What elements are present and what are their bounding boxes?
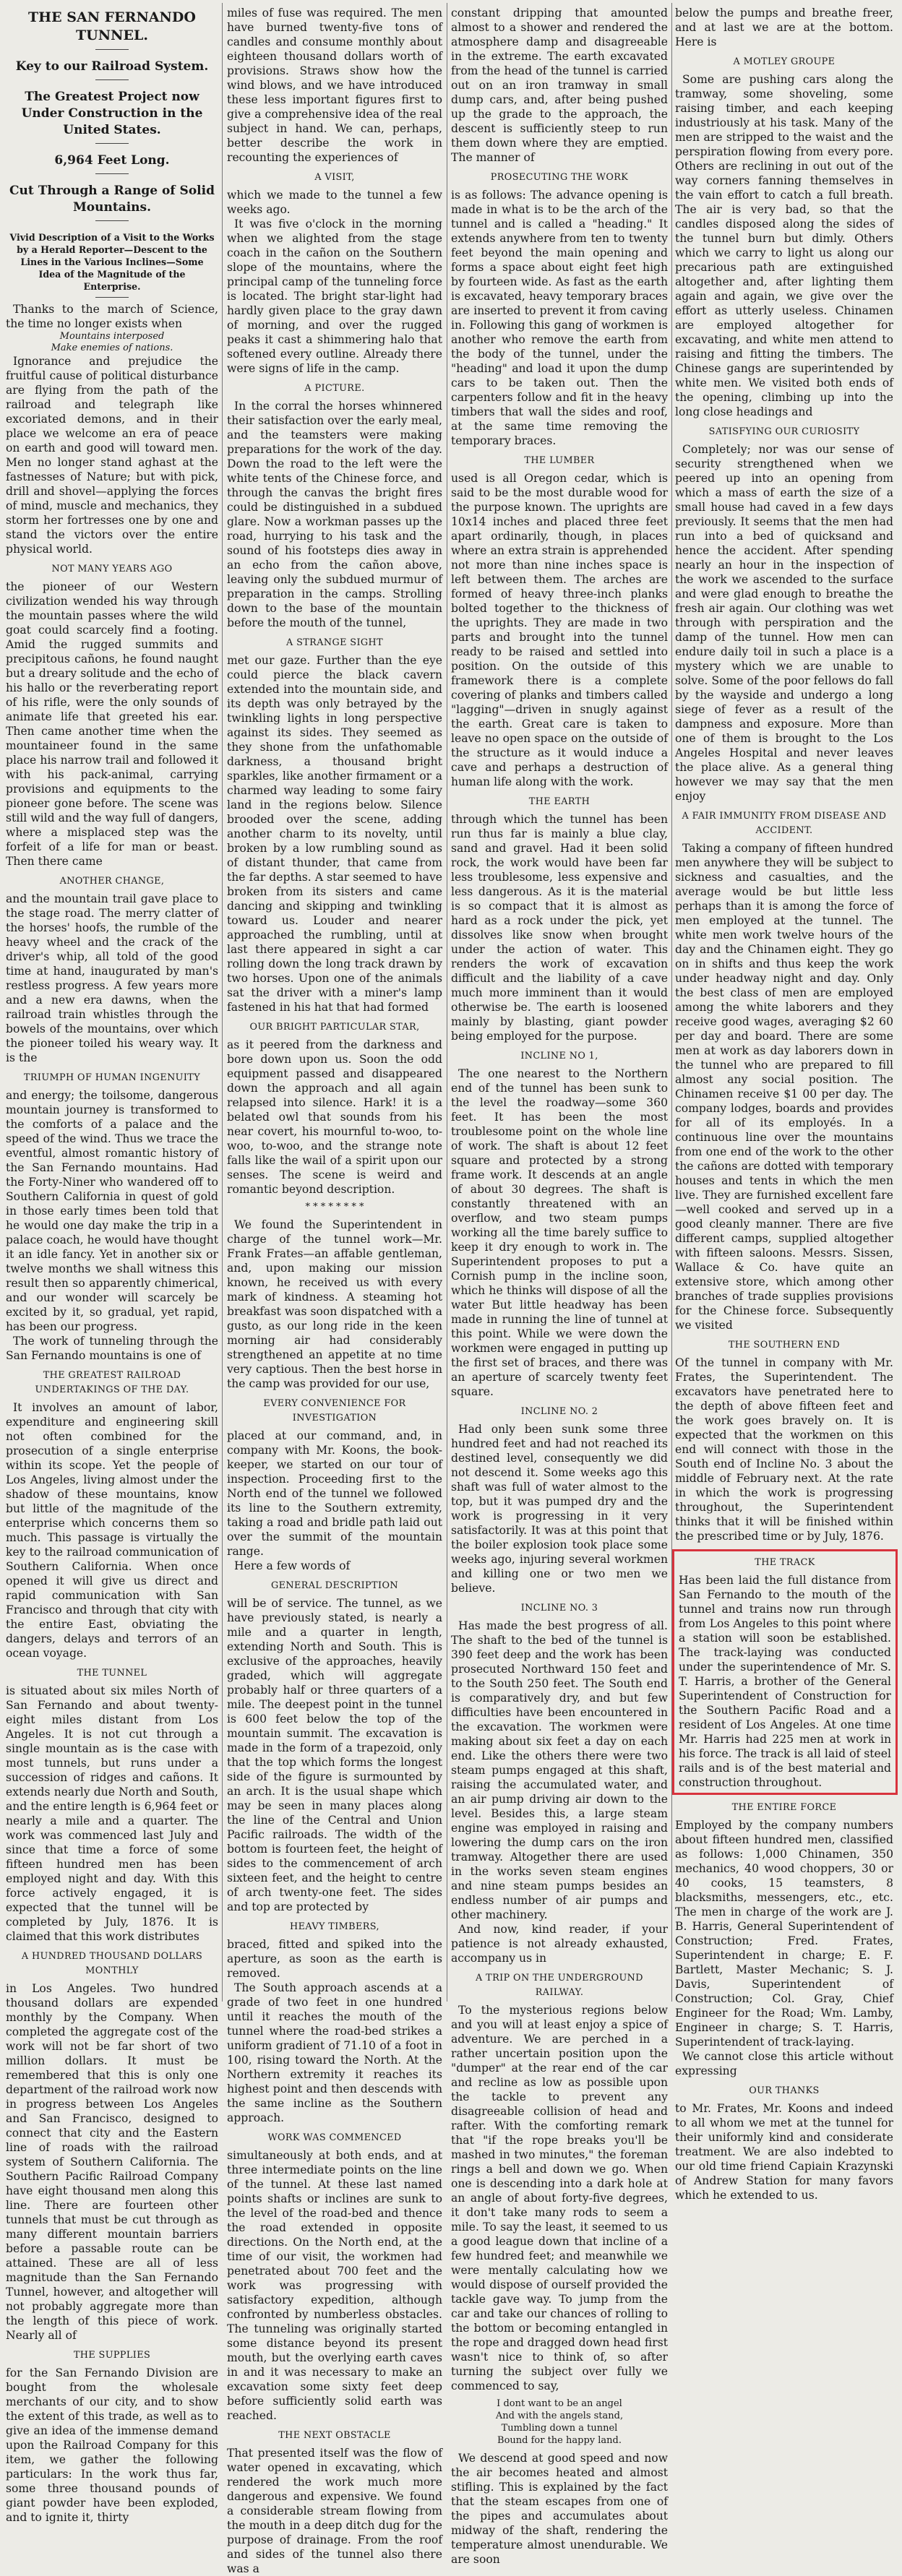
asterism: * * * * * * * * bbox=[305, 1202, 364, 1212]
subheading: THE GREATEST RAILROAD UNDERTAKINGS OF THE DAY. bbox=[35, 1370, 189, 1395]
column-4 bbox=[675, 6, 893, 2202]
subheading: A MOTLEY GROUPE bbox=[733, 56, 836, 67]
paragraph: for the San Fernando Division are bought from the wholesale merchants of our city, and to show the extent of this trade, as well as to give an idea of the immense demand upon the Railroad Company for this item, we gather the following particulars: In the work thus far, some three thousand pounds of giant powder have been exploded, and to ignite it, thirty bbox=[6, 2366, 218, 2524]
paragraph: in Los Angeles. Two hundred thousand dollars are expended monthly by the Company. When completed the aggregate cost of the work will not be far short of two million dollars. It must be remembered that this is only one department of the railroad work now in progress between Los Angeles and San Francisco, designed to connect that city and the Eastern line of roads with the railroad system of Southern California. The Southern Pacific Railroad Company have eight thousand men along this line. There are fourteen other tunnels that must be cut through as many different mountain barriers before a passable route can be attained. These are all of less magnitude than the San Fernando Tunnel, however, and altogether will not probably aggregate more than the length of this piece of work. Nearly all of bbox=[6, 1982, 218, 2342]
subheading: ANOTHER CHANGE, bbox=[59, 876, 165, 887]
subheading: EVERY CONVENIENCE FOR INVESTIGATION bbox=[263, 1398, 406, 1423]
subheading: THE TUNNEL bbox=[77, 1668, 147, 1679]
subheading: THE SOUTHERN END bbox=[728, 1340, 841, 1351]
highlighted-track-section bbox=[672, 1549, 898, 1795]
paragraph: used is all Oregon cedar, which is said to be the most durable wood for the purpose known. The uprights are 10x14 inches and placed three feet apart ordinarily, though, in places where an extra strain is apprehended not more than nine inches space is left between them. The arches are formed of heavy three-inch planks bolted together to the thickness of the uprights. They are made in two parts and brought into the tunnel ready to be raised and settled into position. On the outside of this framework there is a complete covering of planks and timbers called "lagging"—driven in snugly against the earth. Great care is taken to leave no open space on the outside of the structure as it would induce a cave and perhaps a destruction of human life along with the work. bbox=[451, 472, 668, 788]
divider bbox=[95, 79, 129, 80]
paragraph: The South approach ascends at a grade of two feet in one hundred until it reaches the mouth of the tunnel where the road-bed strikes a uniform gradient of 71.10 of a foot in 100, rising toward the North. At the Northern extremity it reaches its highest point and then descends with the same incline as the Southern approach. bbox=[227, 1981, 442, 2124]
paragraph: Employed by the company numbers about fifteen hundred men, classified as follows: 1,000 Chinamen, 350 mechanics, 40 wood choppers, 30 or 40 cooks, 15 teamsters, 8 blacksmiths, messengers, etc., etc. The men in charge of the work are J. B. Harris, General Superintendent of Construction; Fred. Frates, Superintendent in charge; E. F. Bartlett, Master Mechanic; S. J. Davis, Superintendent of Construction; Col. Gray, Chief Engineer for the Road; Wm. Lamby, Engineer in charge; S. T. Harris, Superintendent of track-laying. bbox=[675, 1819, 893, 2049]
paragraph: It involves an amount of labor, expenditure and engineering skill not often combined for the prosecution of a single enterprise within its scope. Yet the people of Los Angeles, living almost under the shadow of these mountains, know but little of the magnitude of the enterprise which concerns them so much. This passage is virtually the key to the railroad communication of Southern California. When once opened it will give us direct and rapid communication with San Francisco and through that city with the entire East, obviating the dangers, delays and terrors of an ocean voyage. bbox=[6, 1401, 218, 1660]
subheading: A PICTURE. bbox=[304, 383, 365, 394]
subheading: PROSECUTING THE WORK bbox=[490, 172, 629, 183]
paragraph: It was five o'clock in the morning when we alighted from the stage coach in the cañon on the Southern slope of the mountains, where the principal camp of the tunneling force is located. The bright star-light had hardly given place to the gray dawn of morning, and over the rugged peaks it cast a shimmering halo that softened every outline. Already there were signs of life in the camp. bbox=[227, 217, 442, 375]
paragraph: To the mysterious regions below and you will at least enjoy a spice of adventure. We are perched in a rather uncertain position upon the "dumper" at the rear end of the car and recline as low as possible upon the tackle to prevent any disagreeable collision of head and rafter. With the comforting remark that "if the rope breaks you'll be mashed in two minutes," the foreman rings a bell and down we go. When one is descending into a dark hole at an angle of about forty-five degrees, it don't take many rods to seem a mile. To say the least, it seemed to us a good league down that incline of a few hundred feet; and meanwhile we were mentally calculating how we would dispose of ourself provided the tackle gave way. To jump from the car and take our chances of rolling to the bottom or becoming entangled in the rope and dragged down head first wasn't nice to think of, so after turning the subject over fully we commenced to say, bbox=[451, 2004, 668, 2392]
paragraph: will be of service. The tunnel, as we have previously stated, is nearly a mile and a quarter in length, extending North and South. This is exclusive of the approaches, heavily graded, which will aggregate probably half or three quarters of a mile. The deepest point in the tunnel is 600 feet below the top of the mountain summit. The excavation is made in the form of a trapezoid, only that the top which forms the longest side of the figure is surmounted by an arch. It is the usual shape which may be seen in many places along the line of the Central and Union Pacific railroads. The width of the bottom is fourteen feet, the height of sides to the commencement of arch sixteen feet, and the height to centre of arch twenty-one feet. The sides and top are protected by bbox=[227, 1597, 442, 1913]
paragraph: The work of tunneling through the San Fernando mountains is one of bbox=[6, 1335, 218, 1362]
subheading: A HUNDRED THOUSAND DOLLARS MONTHLY bbox=[21, 1951, 203, 1976]
paragraph: as it peered from the darkness and bore down upon us. Soon the odd equipment passed and disappeared down the approach and all again relapsed into silence. Hark! it is a belated owl that sounds from his near covert, his mournful to-woo, to-woo, to-woo, and the strange note falls like the wail of a spirit upon our senses. The scene is weird and romantic beyond description. bbox=[227, 1038, 442, 1196]
paragraph: through which the tunnel has been run thus far is mainly a blue clay, sand and gravel. Had it been solid rock, the work would have been far less troublesome, less expensive and less dangerous. As it is the material is so compact that it is almost as hard as a rock under the pick, yet dissolves like snow when brought under the action of water. This renders the work of excavation difficult and the liability of a cave much more imminent than it would otherwise be. The earth is loosened mainly by blasting, giant powder being employed for the purpose. bbox=[451, 813, 668, 1043]
paragraph: That presented itself was the flow of water opened in excavating, which rendered the work much more dangerous and expensive. We found a considerable stream flowing from the mouth in a deep ditch dug for the purpose of drainage. From the roof and sides of the tunnel also there was a bbox=[227, 2447, 442, 2575]
divider bbox=[95, 143, 129, 144]
article-deck: Key to our Railroad System. bbox=[15, 59, 209, 74]
article-deck: 6,964 Feet Long. bbox=[54, 153, 170, 168]
verse: I dont want to be an angel And with the angels stand, Tumbling down a tunnel Bound for the happy land. bbox=[495, 2398, 624, 2446]
article-headline: THE SAN FERNANDO TUNNEL. bbox=[28, 9, 196, 43]
divider bbox=[95, 49, 129, 50]
paragraph: Some are pushing cars along the tramway, some shoveling, some raising timber, and each keeping industriously at his task. Many of the men are stripped to the waist and the perspiration flowing from every pore. Others are reclining in out out of the way corners fanning themselves in the vain effort to catch a full breath. The air is very bad, so that the candles disposed along the sides of the tunnel burn but dimly. Others which we carry to light us along our precarious path are extinguished altogether and, after lighting them again and again, we give over the effort as utterly useless. Chinamen are employed altogether for excavating, and white men attend to raising and fitting the timbers. The Chinese gangs are superintended by white men. We visited both ends of the opening, climbing up into the long close headings and bbox=[675, 73, 893, 418]
paragraph: Has been laid the full distance from San Fernando to the mouth of the tunnel and trains now run through from Los Angeles to this point where a station will soon be established. The track-laying was conducted under the superintendence of Mr. S. T. Harris, a brother of the General Superintendent of Construction for the Southern Pacific Road and a resident of Los Angeles. At one time Mr. Harris had 225 men at work in his force. The track is all laid of steel rails and is of the best material and construction throughout. bbox=[679, 1574, 891, 1789]
paragraph: placed at our command, and, in company with Mr. Koons, the book-keeper, we started on our tour of inspection. Proceeding first to the North end of the tunnel we followed its line to the Southern extremity, taking a road and bridle path laid out over the summit of the mountain range. bbox=[227, 1429, 442, 1558]
paragraph: simultaneously at both ends, and at three intermediate points on the line of the tunnel. At these last named points shafts or inclines are sunk to the level of the road-bed and thence the road extended in opposite directions. On the North end, at the time of our visit, the workmen had penetrated about 700 feet and the work was progressing with satisfactory expedition, although confronted by numberless obstacles. The tunneling was originally started some distance beyond its present mouth, but the overlying earth caves in and it was necessary to make an excavation some sixty feet deep before sufficiently solid earth was reached. bbox=[227, 2149, 442, 2422]
paragraph: the pioneer of our Western civilization wended his way through the mountain passes where the wild goat could scarcely find a footing. Amid the rugged summits and precipitous cañons, he found naught but a dreary solitude and the echo of his hallo or the reverberating report of his rifle, were the only sounds of animate life that greeted his ear. Then came another time when the mountaineer found in the same place his narrow trail and followed it with his pack-animal, carrying provisions and equipments to the pioneer gone before. The scene was still wild and the way full of dangers, where a misplaced step was the forfeit of a life for man or beast. Then there came bbox=[6, 580, 218, 868]
article-deck-summary: Vivid Description of a Visit to the Works by a Herald Reporter—Descent to the Lines in the Various Inclines—Some Idea of the Magnitude of the Enterprise. bbox=[9, 232, 215, 292]
divider bbox=[95, 297, 129, 298]
paragraph: and energy; the toilsome, dangerous mountain journey is transformed to the comforts of a palace and the speed of the wind. Thus we trace the eventful, almost romantic history of the San Fernando mountains. Had the Forty-Niner who wandered off to Southern California in quest of gold in those early times been told that he would one day make the trip in a palace coach, he would have thought it an idle fancy. Yet in another six or twelve months we shall witness this result then so apparently chimerical, and our wonder will scarcely be excited by it, so gradual, yet rapid, has been our progress. bbox=[6, 1089, 218, 1333]
subheading: OUR THANKS bbox=[749, 2085, 820, 2096]
paragraph: Taking a company of fifteen hundred men anywhere they will be subject to sickness and casualties, and the average would be but little less perhaps than it is among the force of men employed at the tunnel. The white men work twelve hours of the day and the Chinamen eight. They go on in shifts and thus keep the work under headway night and day. Only the best class of men are employed among the white laborers and they receive good wages, averaging $2 60 per day and board. There are some men at work as day laborers down in the tunnel who are prepared to fill almost any social position. The Chinamen receive $1 00 per day. The company lodges, boards and provides for all of its employés. In a continuous line over the mountains from one end of the work to the other the cañons are dotted with temporary houses and tents in which the men live. They are furnished excellent fare—well cooked and served up in a good cleanly manner. There are five different camps, supplied altogether with fifteen saloons. Messrs. Sissen, Wallace & Co. have quite an extensive store, which among other branches of trade supplies provisions for the Chinese force. Subsequently we visited bbox=[675, 842, 893, 1332]
subheading: THE NEXT OBSTACLE bbox=[278, 2430, 391, 2441]
paragraph: braced, fitted and spiked into the aperture, as soon as the earth is removed. bbox=[227, 1938, 442, 1980]
subheading: HEAVY TIMBERS, bbox=[290, 1921, 379, 1932]
subheading: A TRIP ON THE UNDERGROUND RAILWAY. bbox=[476, 1973, 643, 1998]
divider bbox=[95, 220, 129, 221]
column-3 bbox=[451, 6, 668, 2566]
paragraph: constant dripping that amounted almost to a shower and rendered the atmosphere damp and disagreeable in the extreme. The earth excavated from the head of the tunnel is carried out on an iron tramway in small dump cars, and, after being pushed up the grade to the approach, the descent is sufficiently steep to run them down where they are emptied. The manner of bbox=[451, 7, 668, 164]
divider bbox=[95, 173, 129, 174]
paragraph: Ignorance and prejudice the fruitful cause of political disturbance are flying from the path of the railroad and telegraph like excoriated demons, and in their place we welcome an era of peace on earth and good will toward men. Men no longer stand aghast at the fastnesses of Nature; but with pick, drill and shovel—applying the forces of mind, muscle and mechanics, they storm her fortresses one by one and stand the victors over the entire physical world. bbox=[6, 355, 218, 556]
paragraph: miles of fuse was required. The men have burned twenty-five tons of candles and consume monthly about eighteen thousand dollars worth of provisions. Straws show how the wind blows, and we have introduced these less important figures first to give a comprehensive idea of the real subject in hand. We can, perhaps, better describe the work in recounting the experiences of bbox=[227, 7, 442, 164]
subheading: THE SUPPLIES bbox=[73, 2350, 151, 2361]
subheading: THE TRACK bbox=[755, 1557, 815, 1568]
paragraph: Of the tunnel in company with Mr. Frates, the Superintendent. The excavators have penetrated here to the depth of above fifteen feet and the work goes bravely on. It is expected that the workmen on this end will connect with those in the South end of Incline No. 3 about the middle of February next. At the rate in which the work is progressing throughout, the Superintendent thinks that it will be finished within the prescribed time or by July, 1876. bbox=[675, 1356, 893, 1543]
paragraph: And now, kind reader, if your patience is not already exhausted, accompany us in bbox=[451, 1923, 668, 1965]
subheading: INCLINE NO. 2 bbox=[520, 1406, 598, 1417]
paragraph: is as follows: The advance opening is made in what is to be the arch of the tunnel and is called a "heading." It extends anywhere from ten to twenty feet beyond the main opening and forms a space about eight feet high by fourteen wide. As fast as the earth is excavated, heavy temporary braces are inserted to prevent it from caving in. Following this gang of workmen is another who remove the earth from the body of the tunnel, under the "heading" and load it upon the dump cars to be taken out. Then the carpenters follow and fit in the heavy timbers that wall the sides and roof, at the same time removing the temporary braces. bbox=[451, 189, 668, 447]
subheading: WORK WAS COMMENCED bbox=[267, 2132, 402, 2143]
paragraph: Here a few words of bbox=[234, 1559, 351, 1572]
subheading: A VISIT, bbox=[314, 172, 355, 183]
quotation: Mountains interposed Make enemies of nations. bbox=[51, 331, 173, 353]
paragraph: which we made to the tunnel a few weeks ago. bbox=[227, 189, 442, 216]
column-1 bbox=[6, 6, 218, 2524]
subheading: THE ENTIRE FORCE bbox=[731, 1802, 837, 1813]
paragraph: below the pumps and breathe freer, and at last we are at the bottom. Here is bbox=[675, 7, 893, 48]
subheading: TRIUMPH OF HUMAN INGENUITY bbox=[23, 1072, 201, 1083]
paragraph: We found the Superintendent in charge of the tunnel work—Mr. Frank Frates—an affable gentleman, and, upon making our mission known, he received us with every mark of kindness. A steaming hot breakfast was soon dispatched with a gusto, as our long ride in the keen morning air had considerably strengthened an appetite at no time very captious. Then the best horse in the camp was provided for our use, bbox=[227, 1218, 442, 1390]
paragraph: We descend at good speed and now the air becomes heated and almost stifling. This is explained by the fact that the steam escapes from one of the pipes and accumulates about midway of the shaft, rendering the temperature almost unendurable. We are soon bbox=[451, 2452, 668, 2566]
paragraph: Completely; nor was our sense of security strengthened when we peered up into an opening from which a mass of earth the size of a small house had caved in a few days previously. It seems that the men had run into a bed of quicksand and hence the accident. After spending nearly an hour in the inspection of the work we ascended to the surface and were glad enough to breathe the fresh air again. Our clothing was wet through with perspiration and the damp of the tunnel. How men can endure daily toil in such a place is a mystery which we are unable to solve. Some of the poor fellows do fall by the wayside and undergo a long siege of fever as a result of the dampness and exposure. More than one of them is brought to the Los Angeles Hospital and never leaves the place alive. As a general thing however we may say that the men enjoy bbox=[675, 443, 893, 803]
paragraph: is situated about six miles North of San Fernando and about twenty-eight miles distant from Los Angeles. It is not cut through a single mountain as is the case with most tunnels, but runs under a succession of ridges and cañons. It extends nearly due North and South, and the entire length is 6,964 feet or nearly a mile and a quarter. The work was commenced last July and since that time a force of some fifteen hundred men has been employed night and day. With this force actively engaged, it is expected that the tunnel will be completed by July, 1876. It is claimed that this work distributes bbox=[6, 1684, 218, 1943]
subheading: THE EARTH bbox=[528, 796, 590, 807]
paragraph: The one nearest to the Northern end of the tunnel has been sunk to the level the roadway—some 360 feet. It has been the most troublesome point on the whole line of work. The shaft is about 12 feet square and protected by a strong frame work. It descends at an angle of about 30 degrees. The shaft is constantly threatened with an overflow, and two steam pumps working all the time barely suffice to keep it dry enough to work in. The Superintendent proposes to put a Cornish pump in the incline soon, which he thinks will dispose of all the water But little headway has been made in running the line of tunnel at this point. While we were down the workmen were engaged in putting up the first set of braces, and there was an aperture of scarcely twenty feet square. bbox=[451, 1067, 668, 1398]
column-2 bbox=[227, 6, 442, 2575]
subheading: NOT MANY YEARS AGO bbox=[51, 564, 173, 574]
paragraph: Had only been sunk some three hundred feet and had not reached its destined level, consequently we did not descend it. Some weeks ago this shaft was full of water almost to the top, but it was pumped dry and the work is progressing in it very satisfactorily. It was at this point that the boiler explosion took place some weeks ago, injuring several workmen and killing one or two men we believe. bbox=[451, 1423, 668, 1595]
paragraph: Thanks to the march of Science, the time no longer exists when bbox=[6, 303, 218, 330]
paragraph: to Mr. Frates, Mr. Koons and indeed to all whom we met at the tunnel for their uniformly kind and considerate treatment. We are also indebted to our old time friend Capiain Krazynski of Andrew Station for many favors which he extended to us. bbox=[675, 2102, 893, 2202]
article-deck: Cut Through a Range of Solid Mountains. bbox=[9, 184, 215, 215]
article-deck: The Greatest Project now Under Construction in the United States. bbox=[21, 90, 203, 137]
paragraph: We cannot close this article without expressing bbox=[675, 2050, 893, 2077]
subheading: THE LUMBER bbox=[524, 455, 595, 466]
paragraph: In the corral the horses whinnered their satisfaction over the early meal, and the teamsters were making preparations for the work of the day. Down the road to the left were the white tents of the Chinese force, and through the canvas the bright fires could be distinguished in a subdued glare. Now a workman passes up the road, hurrying to his task and the sound of his footsteps dies away in an echo from the cañon above, leaving only the subdued murmur of preparation in the camps. Strolling down to the base of the mountain before the mouth of the tunnel, bbox=[227, 400, 442, 629]
subheading: INCLINE NO. 3 bbox=[520, 1603, 598, 1614]
subheading: SATISFYING OUR CURIOSITY bbox=[708, 426, 860, 437]
subheading: A STRANGE SIGHT bbox=[285, 637, 384, 648]
paragraph: and the mountain trail gave place to the stage road. The merry clatter of the horses' hoofs, the rumble of the heavy wheel and the crack of the driver's whip, all told of the good time at hand, inaugurated by man's restless progress. A few years more and a new era dawns, when the railroad train whistles through the bowels of the mountains, over which the pioneer toiled his weary way. It is the bbox=[6, 892, 218, 1064]
subheading: INCLINE NO 1, bbox=[520, 1051, 598, 1061]
paragraph: Has made the best progress of all. The shaft to the bed of the tunnel is 390 feet deep and the work has been prosecuted Northward 150 feet and to the South 250 feet. The South end is comparatively dry, and but few difficulties have been encountered in the excavation. The workmen were making about six feet a day on each end. Like the others there were two steam pumps engaged at this shaft, raising the accumulated water, and an air pump driving air down to the level. Besides this, a large steam engine was employed in raising and lowering the dump cars on the iron tramway. Altogether there are used in the works seven steam engines and nine steam pumps besides an endless number of air pumps and other machinery. bbox=[451, 1619, 668, 1921]
paragraph: met our gaze. Further than the eye could pierce the black cavern extended into the mountain side, and its depth was only betrayed by the twinkling lights in long perspective against its sides. They seemed as they shone from the unfathomable darkness, a thousand bright sparkles, like another firmament or a charmed way leading to some fairy land in the regions below. Silence brooded over the scene, adding another charm to its novelty, until broken by a low rumbling sound as of distant thunder, that came from the far depths. A star seemed to have broken from its sisters and came dancing and skipping and twinkling toward us. Louder and nearer approached the rumbling, until at last there appeared in sight a car rolling down the long track drawn by two horses. Upon one of the animals sat the driver with a miner's lamp fastened in his hat that had formed bbox=[227, 654, 442, 1014]
subheading: OUR BRIGHT PARTICULAR STAR, bbox=[249, 1022, 420, 1033]
subheading: A FAIR IMMUNITY FROM DISEASE AND ACCIDENT. bbox=[682, 811, 887, 836]
subheading: GENERAL DESCRIPTION bbox=[271, 1580, 398, 1591]
column-rule bbox=[222, 3, 223, 2002]
